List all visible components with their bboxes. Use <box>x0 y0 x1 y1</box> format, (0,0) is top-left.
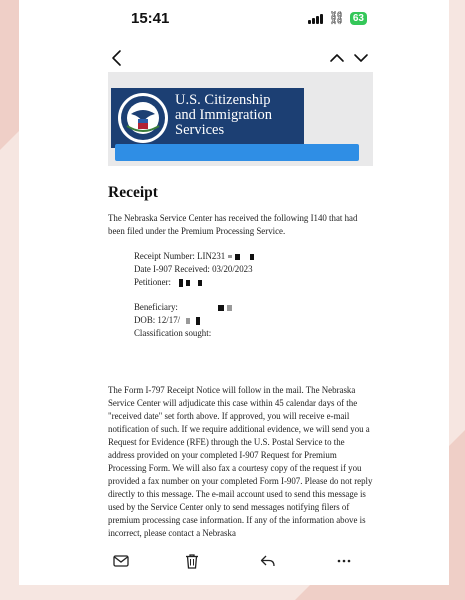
chevron-down-icon[interactable] <box>351 46 371 70</box>
reply-icon[interactable] <box>259 552 277 570</box>
message-nav-bar <box>19 44 449 74</box>
status-bar <box>19 0 449 40</box>
chevron-up-icon[interactable] <box>327 46 347 70</box>
intro-paragraph: The Nebraska Service Center has received the following I140 that had been filed under the Premium Processing Service. <box>108 213 358 236</box>
bottom-toolbar <box>19 548 449 576</box>
petitioner-label: Petitioner: <box>134 277 171 287</box>
signal-icon <box>308 13 323 24</box>
receipt-number: Receipt Number: LIN231 <box>134 251 226 261</box>
trash-icon[interactable] <box>183 552 201 570</box>
redaction-mark <box>218 305 224 311</box>
agency-name <box>175 93 272 138</box>
redaction-mark <box>186 318 190 324</box>
agency-name-line2: and Immigration <box>175 107 273 123</box>
receipt-number-line <box>134 250 373 263</box>
classification-sought: Classification sought: <box>134 328 212 338</box>
redaction-mark <box>186 280 190 286</box>
redaction-mark <box>179 279 183 287</box>
redaction-mark <box>227 305 232 311</box>
agency-name-line3: Services <box>175 122 225 138</box>
banner-accent-bar <box>115 144 359 161</box>
dob-label: DOB: 12/17/ <box>134 315 181 325</box>
dhs-seal-icon <box>117 92 169 144</box>
redaction-mark <box>235 254 240 260</box>
date-received: Date I-907 Received: 03/20/2023 <box>134 264 253 274</box>
redaction-mark <box>198 280 202 286</box>
status-time: 15:41 <box>131 10 170 27</box>
petitioner-line <box>134 276 373 289</box>
redaction-mark <box>250 254 254 260</box>
chevron-left-icon[interactable] <box>107 46 127 70</box>
body-paragraph: The Form I-797 Receipt Notice will follow in the mail. The Nebraska Service Center will adjudicate this case within 45 calendar days of the "received date" set forth above. If approved, you will receive e-mail notification of such. If we require additional evidence, we will send you a Request for Evidence (RFE) through the U.S. Postal Service to the address provided on your completed I-907 Request for Premium Processing Form. We will also fax a courtesy copy of the request if you provided a fax number on your completed Form I-907. Please do not reply directly to this message. The e-mail account used to send this message is used by the Service Center only to send messages notifying filers of premium processing case information. If any of the information above is incorrect, please contact a Nebraska <box>108 385 373 538</box>
dob-line <box>134 314 373 327</box>
email-heading: Receipt <box>108 184 158 201</box>
battery-indicator: 63 <box>350 12 367 25</box>
beneficiary-label: Beneficiary: <box>134 302 178 312</box>
uscis-logo-banner <box>111 88 304 148</box>
phone-screen <box>19 0 449 585</box>
redaction-mark <box>228 255 232 258</box>
uscis-banner <box>108 72 373 166</box>
status-icons <box>308 11 367 26</box>
more-icon[interactable] <box>335 552 353 570</box>
beneficiary-line <box>134 301 373 314</box>
agency-name-line1: U.S. Citizenship <box>175 92 271 108</box>
case-details <box>108 250 373 340</box>
envelope-icon[interactable] <box>112 552 130 570</box>
redaction-mark <box>196 317 200 325</box>
link-icon: ⛓ <box>328 11 345 26</box>
email-body <box>108 72 373 540</box>
